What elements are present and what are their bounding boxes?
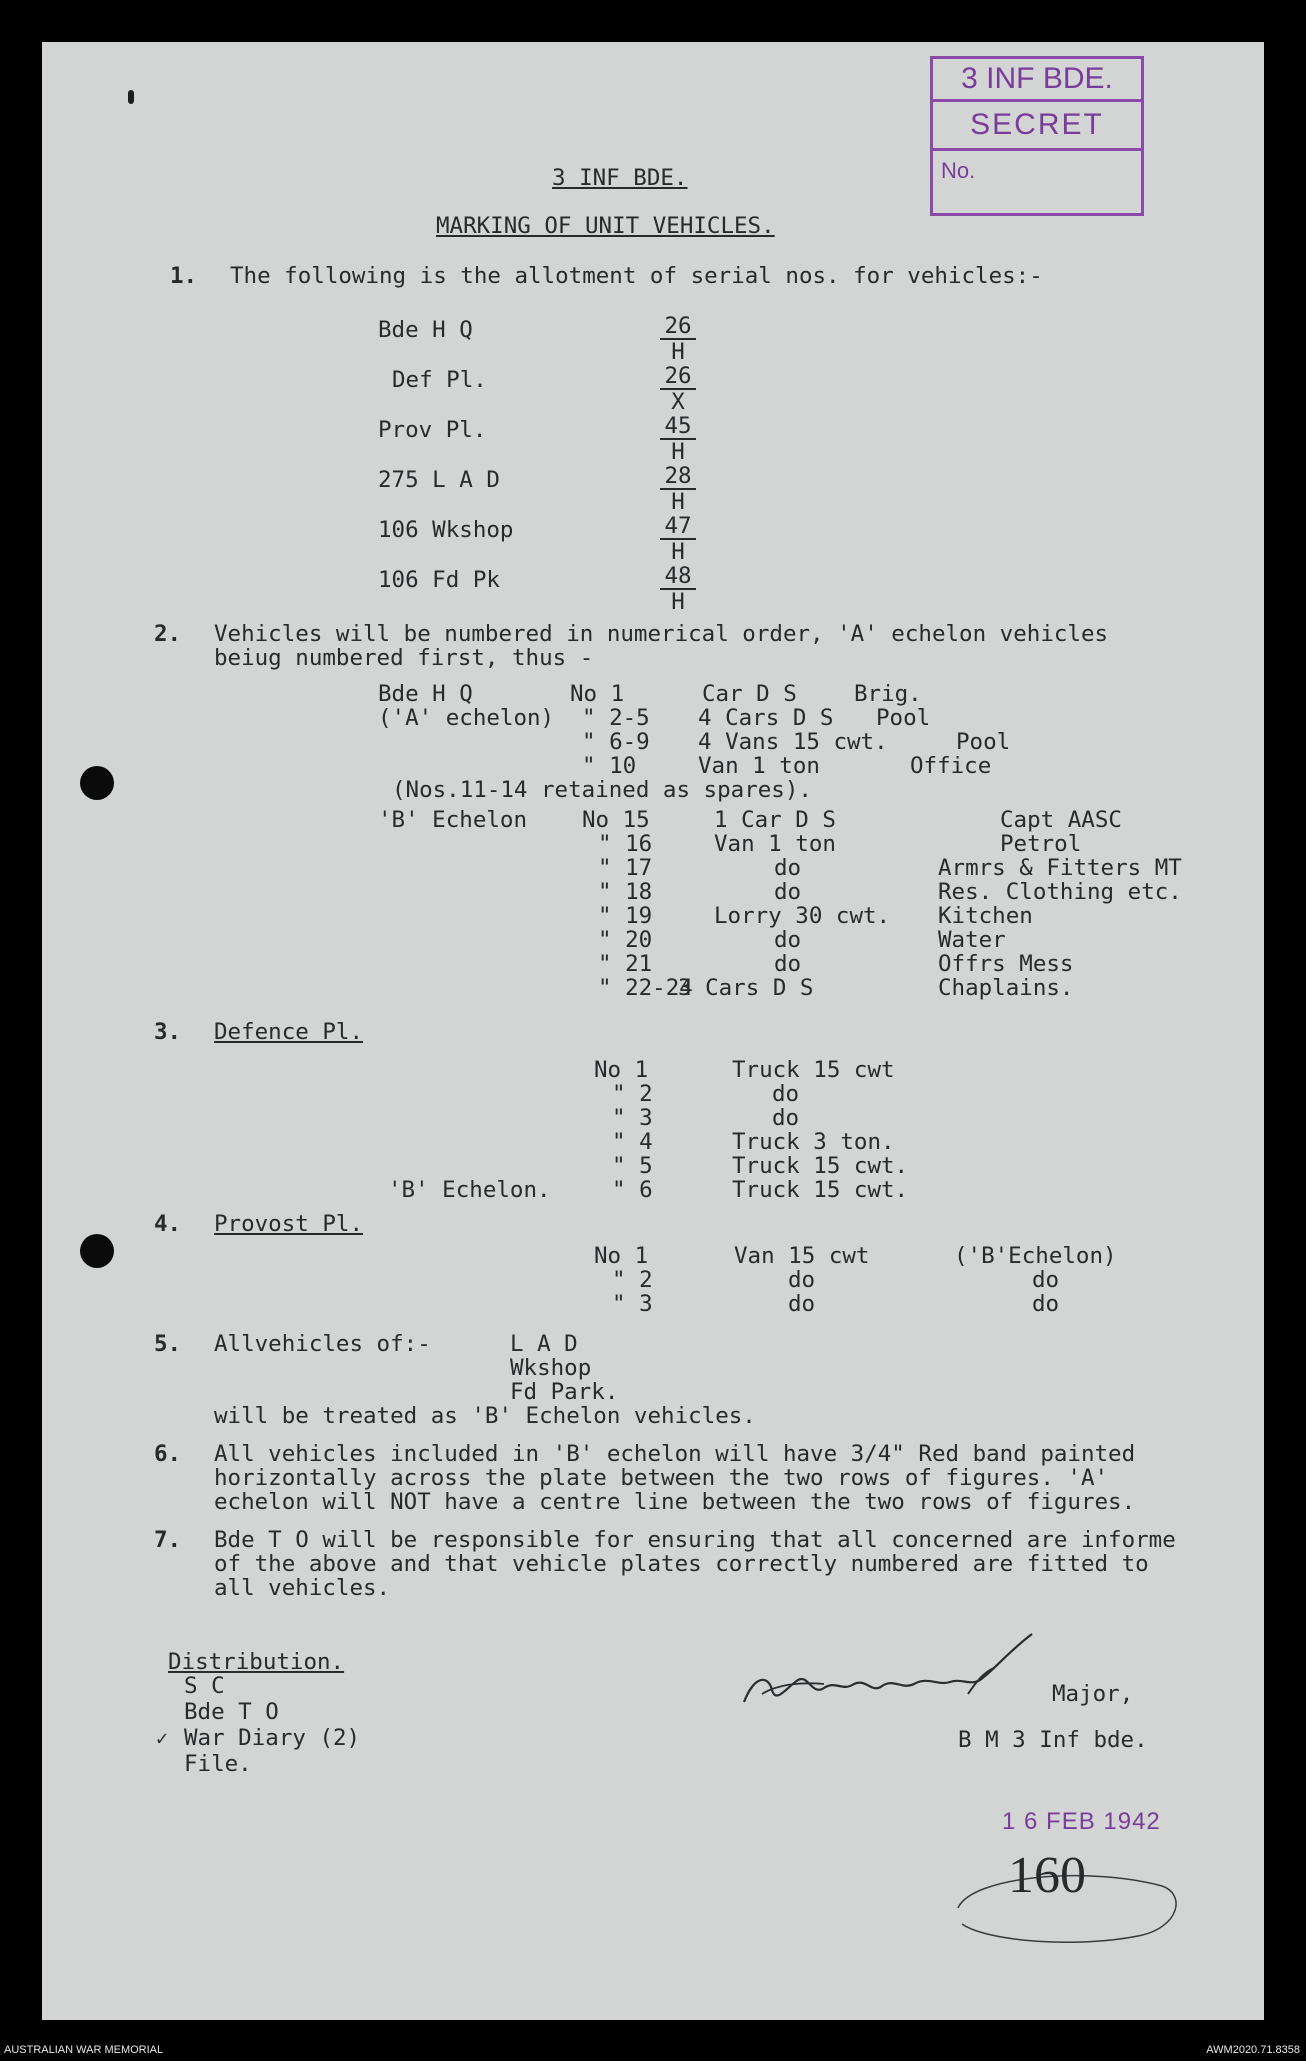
distribution-title: Distribution. [168, 1649, 345, 1675]
para7-line: Bde T O will be responsible for ensuring that all concerned are informe [214, 1527, 1176, 1553]
row-vehicle: 4 Vans 15 cwt. [698, 729, 888, 755]
allotment-bottom: H [671, 339, 685, 365]
row-use: Office [910, 753, 992, 779]
stamp-classification: SECRET [933, 102, 1141, 151]
allotment-unit: Prov Pl. [378, 417, 487, 443]
allotment-plate [660, 364, 696, 414]
row-label: Bde H Q [378, 681, 473, 707]
row-use: Res. Clothing etc. [938, 879, 1182, 905]
para5-unit: Fd Park. [510, 1379, 619, 1405]
para6-line: All vehicles included in 'B' echelon will have 3/4" Red band painted [214, 1441, 1136, 1467]
row-vehicle: 3 Cars D S [678, 975, 814, 1001]
allotment-plate [660, 514, 696, 564]
allotment-bottom: H [671, 539, 685, 565]
para7-line: all vehicles. [214, 1575, 391, 1601]
row-vehicle: Car D S [702, 681, 797, 707]
row-number: " 21 [598, 951, 653, 977]
allotment-bottom: H [671, 439, 685, 465]
allotment-top: 45 [660, 414, 696, 440]
row-label: ('A' echelon) [378, 705, 555, 731]
row-use: Pool [956, 729, 1011, 755]
para5-unit: L A D [510, 1331, 578, 1357]
allotment-top: 28 [660, 464, 696, 490]
para2-line: beiug numbered first, thus - [214, 645, 594, 671]
para5-number: 5. [154, 1331, 182, 1357]
row-label: 'B' Echelon. [388, 1177, 551, 1203]
row-use: Kitchen [938, 903, 1033, 929]
row-vehicle: Truck 15 cwt. [732, 1153, 909, 1179]
row-number: " 20 [598, 927, 653, 953]
row-use: Water [938, 927, 1006, 953]
row-number: " 2 [612, 1267, 653, 1293]
row-number: " 18 [598, 879, 653, 905]
para7-line: of the above and that vehicle plates correctly numbered are fitted to [214, 1551, 1149, 1577]
row-vehicle: do [772, 1081, 800, 1107]
row-vehicle: Truck 3 ton. [732, 1129, 895, 1155]
row-number: " 10 [582, 753, 637, 779]
row-note: do [1032, 1267, 1060, 1293]
allotment-plate [660, 414, 696, 464]
secret-stamp [930, 56, 1144, 216]
ink-mark [128, 90, 134, 104]
para5-lead: Allvehicles of:- [214, 1331, 431, 1357]
row-vehicle: 4 Cars D S [698, 705, 834, 731]
para6-number: 6. [154, 1441, 182, 1467]
row-note: ('B'Echelon) [954, 1243, 1117, 1269]
para1-number: 1. [170, 263, 198, 289]
para2-number: 2. [154, 621, 182, 647]
heading-unit: 3 INF BDE. [552, 165, 688, 191]
row-vehicle: Van 1 ton [698, 753, 820, 779]
allotment-unit: 106 Wkshop [378, 517, 514, 543]
row-number: " 6 [612, 1177, 653, 1203]
row-number: No 15 [582, 807, 650, 833]
footer-left: AUSTRALIAN WAR MEMORIAL [4, 2044, 164, 2056]
row-number: " 4 [612, 1129, 653, 1155]
row-vehicle: do [774, 879, 802, 905]
row-number: No 1 [594, 1243, 649, 1269]
row-note: do [1032, 1291, 1060, 1317]
para3-title: Defence Pl. [214, 1019, 364, 1045]
row-use: Armrs & Fitters MT [938, 855, 1182, 881]
row-vehicle: do [788, 1267, 816, 1293]
row-number: No 1 [570, 681, 625, 707]
allotment-bottom: X [671, 389, 685, 415]
signature-rank: Major, [1052, 1681, 1134, 1707]
allotment-unit: 275 L A D [378, 467, 500, 493]
para1-text: The following is the allotment of serial nos. for vehicles:- [230, 263, 1043, 289]
row-number: " 16 [598, 831, 653, 857]
allotment-unit: Def Pl. [392, 367, 487, 393]
allotment-plate [660, 314, 696, 364]
allotment-top: 26 [660, 364, 696, 390]
distribution-item: File. [184, 1751, 252, 1777]
para4-number: 4. [154, 1211, 182, 1237]
row-vehicle: Truck 15 cwt [732, 1057, 895, 1083]
allotment-plate [660, 564, 696, 614]
para6-line: echelon will NOT have a centre line between the two rows of figures. [214, 1489, 1136, 1515]
allotment-top: 26 [660, 314, 696, 340]
row-vehicle: do [772, 1105, 800, 1131]
binder-hole [80, 1234, 114, 1268]
para3-number: 3. [154, 1019, 182, 1045]
heading-title: MARKING OF UNIT VEHICLES. [436, 213, 775, 239]
para2-line: Vehicles will be numbered in numerical order, 'A' echelon vehicles [214, 621, 1109, 647]
signature [732, 1624, 1082, 1720]
row-number: " 5 [612, 1153, 653, 1179]
document-page [42, 42, 1264, 2020]
allotment-plate [660, 464, 696, 514]
row-number: " 3 [612, 1291, 653, 1317]
row-number: " 2-5 [582, 705, 650, 731]
distribution-item: War Diary (2) [184, 1725, 361, 1751]
distribution-item: S C [184, 1673, 225, 1699]
row-vehicle: Lorry 30 cwt. [714, 903, 891, 929]
row-use: Offrs Mess [938, 951, 1074, 977]
allotment-unit: 106 Fd Pk [378, 567, 500, 593]
row-number: " 2 [612, 1081, 653, 1107]
allotment-top: 48 [660, 564, 696, 590]
row-vehicle: do [774, 951, 802, 977]
signature-appointment: B M 3 Inf bde. [958, 1727, 1148, 1753]
row-vehicle: do [774, 855, 802, 881]
distribution-item: Bde T O [184, 1699, 279, 1725]
folio-number: 160 [1008, 1847, 1086, 1904]
row-use: Brig. [854, 681, 922, 707]
row-vehicle: 1 Car D S [714, 807, 836, 833]
spares-note: (Nos.11-14 retained as spares). [392, 777, 812, 803]
row-vehicle: Van 15 cwt [734, 1243, 870, 1269]
date-stamp: 1 6 FEB 1942 [1002, 1808, 1161, 1835]
binder-hole [80, 766, 114, 800]
allotment-unit: Bde H Q [378, 317, 473, 343]
row-number: " 22-24 [598, 975, 693, 1001]
para7-number: 7. [154, 1527, 182, 1553]
allotment-bottom: H [671, 589, 685, 615]
allotment-top: 47 [660, 514, 696, 540]
row-vehicle: do [788, 1291, 816, 1317]
para5-tail: will be treated as 'B' Echelon vehicles. [214, 1403, 756, 1429]
row-label: 'B' Echelon [378, 807, 528, 833]
para5-unit: Wkshop [510, 1355, 592, 1381]
row-number: " 3 [612, 1105, 653, 1131]
allotment-bottom: H [671, 489, 685, 515]
para4-title: Provost Pl. [214, 1211, 364, 1237]
row-use: Capt AASC [1000, 807, 1122, 833]
stamp-unit: 3 INF BDE. [933, 59, 1141, 102]
row-vehicle: do [774, 927, 802, 953]
row-vehicle: Van 1 ton [714, 831, 836, 857]
para6-line: horizontally across the plate between the two rows of figures. 'A' [214, 1465, 1109, 1491]
row-number: " 6-9 [582, 729, 650, 755]
row-use: Petrol [1000, 831, 1082, 857]
row-vehicle: Truck 15 cwt. [732, 1177, 909, 1203]
row-use: Pool [876, 705, 931, 731]
footer-right: AWM2020.71.8358 [1206, 2044, 1300, 2056]
row-number: " 19 [598, 903, 653, 929]
row-number: No 1 [594, 1057, 649, 1083]
stamp-no-label: No. [941, 158, 976, 183]
tick-mark: ✓ [156, 1726, 169, 1750]
row-use: Chaplains. [938, 975, 1074, 1001]
row-number: " 17 [598, 855, 653, 881]
